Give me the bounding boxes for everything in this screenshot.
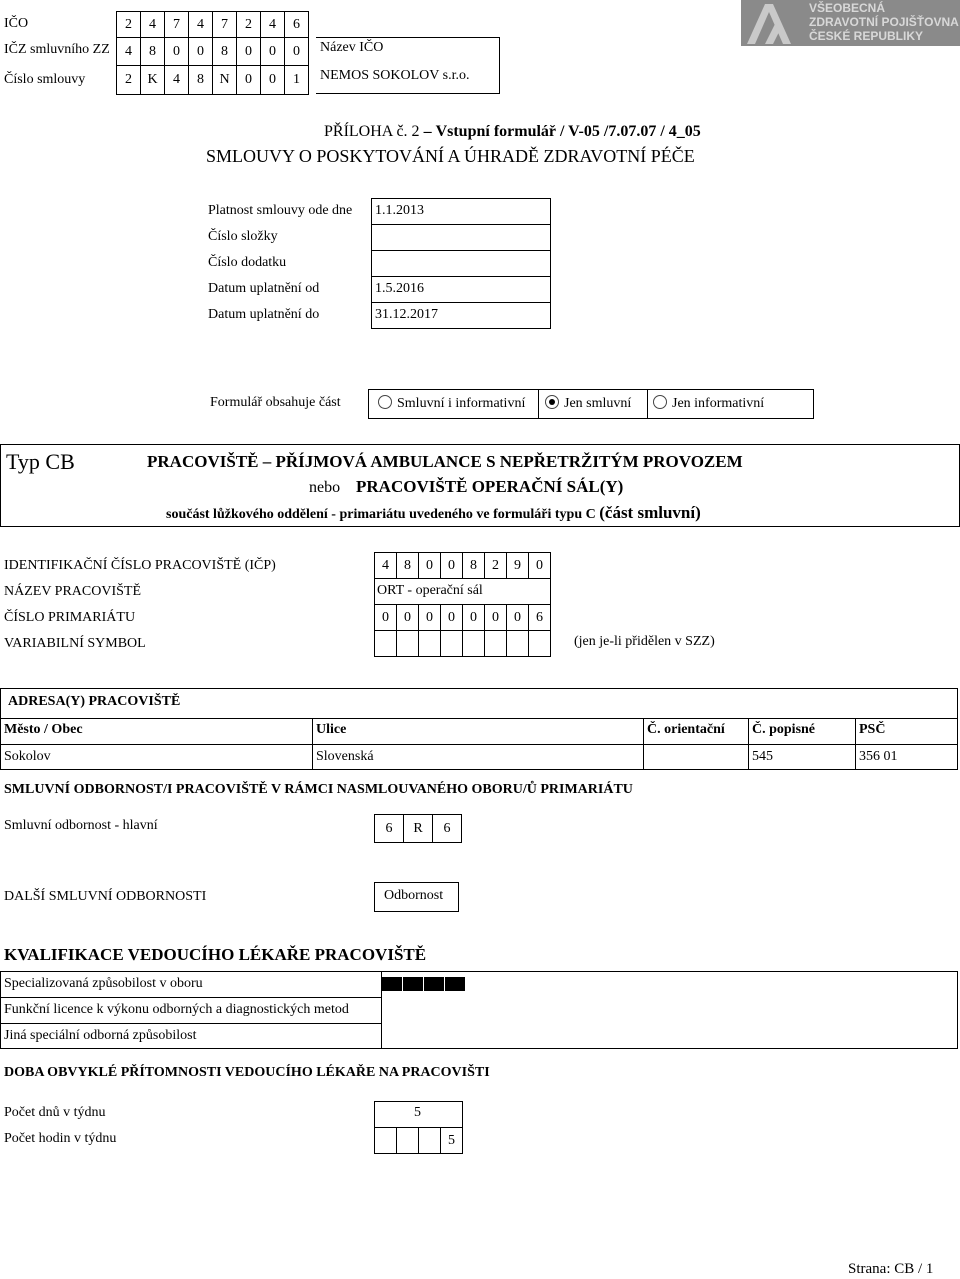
primariat-digit: 0 [418,604,441,631]
validity-value-field [371,198,551,225]
specialty-digit: 6 [374,814,404,843]
title-line-2: SMLOUVY O POSKYTOVÁNÍ A ÚHRADĚ ZDRAVOTNÍ PÉČE [206,146,695,166]
variable-symbol-note: (jen je-li přidělen v SZZ) [574,634,715,649]
address-heading: ADRESA(Y) PRACOVIŠTĚ [8,694,181,709]
contract-number-digit: 2 [116,65,141,95]
hours-digit [418,1127,441,1154]
specialty-main-label: Smluvní odbornost - hlavní [4,818,158,833]
icp-label: IDENTIFIKAČNÍ ČÍSLO PRACOVIŠTĚ (IČP) [4,558,276,573]
radio-selected-icon [545,395,559,409]
icp-digit: 4 [374,552,397,579]
qualification-row-2: Funkční licence k výkonu odborných a diagnostických metod [4,1002,349,1017]
qualification-row-1: Specializovaná způsobilost v oboru [4,976,203,991]
iczz-digit: 8 [212,37,237,66]
qualification-heading: KVALIFIKACE VEDOUCÍHO LÉKAŘE PRACOVIŠTĚ [4,945,427,964]
redaction-block [424,977,444,991]
validity-value: 31.12.2017 [375,307,438,322]
radio-icon [653,395,667,409]
form-parts-label: Formulář obsahuje část [210,395,341,410]
qualification-row-3: Jiná speciální odborná způsobilost [4,1028,197,1043]
address-column-header: Č. orientační [647,722,725,737]
radio-option-contractual[interactable]: Jen smluvní [545,395,631,412]
variable-symbol-digit [440,630,463,657]
address-column-header: Č. popisné [752,722,816,737]
contract-number-digit: 0 [260,65,285,95]
iczz-label: IČZ smluvního ZZ [4,42,110,57]
hours-digit [396,1127,419,1154]
vzp-logo-mark-icon [743,0,797,46]
validity-label: Číslo složky [208,229,278,244]
contract-number-digit: 1 [284,65,309,95]
iczz-digit: 0 [236,37,261,66]
validity-value: 1.1.2013 [375,203,424,218]
primariat-digit: 0 [484,604,507,631]
iczz-digit: 8 [140,37,165,66]
iczz-digit: 0 [188,37,213,66]
radio-option-informative[interactable]: Jen informativní [653,395,764,412]
specialty-digit: R [403,814,433,843]
other-specialties-label: DALŠÍ SMLUVNÍ ODBORNOSTI [4,889,207,904]
redaction-block [382,977,402,991]
address-cell: Sokolov [4,749,51,764]
icp-digit: 0 [440,552,463,579]
page-number: Strana: CB / 1 [848,1261,934,1277]
primariat-digit: 0 [374,604,397,631]
insurer-name-label: Název IČO [320,40,384,55]
address-cell: Slovenská [316,749,374,764]
title-line-1: PŘÍLOHA č. 2 – Vstupní formulář / V-05 /7.07.07 / 4_05 [324,123,701,140]
validity-label: Datum uplatnění do [208,307,320,322]
icp-digit: 0 [528,552,551,579]
vzp-logo [741,0,960,46]
address-cell: 356 01 [859,749,898,764]
specialty-digit: 6 [432,814,462,843]
ico-digit: 2 [236,11,261,38]
icp-digit: 8 [462,552,485,579]
iczz-digit: 0 [284,37,309,66]
contract-number-digit: 8 [188,65,213,95]
ico-digit: 4 [188,11,213,38]
contract-number-digit: N [212,65,237,95]
primariat-digit: 0 [396,604,419,631]
variable-symbol-digit [506,630,529,657]
ico-digit: 6 [284,11,309,38]
icp-digit: 9 [506,552,529,579]
vzp-logo-text: VŠEOBECNÁ ZDRAVOTNÍ POJIŠŤOVNA ČESKÉ REPUBLIKY [809,1,959,43]
variable-symbol-digit [396,630,419,657]
primariat-digit: 6 [528,604,551,631]
validity-value-field [371,224,551,251]
specialty-heading: SMLUVNÍ ODBORNOST/I PRACOVIŠTĚ V RÁMCI NASMLOUVANÉHO OBORU/Ů PRIMARIÁTU [4,782,633,797]
primariat-label: ČÍSLO PRIMARIÁTU [4,610,136,625]
radio-option-both[interactable]: Smluvní i informativní [378,395,525,412]
type-line-2: PRACOVIŠTĚ OPERAČNÍ SÁL(Y) [356,477,624,496]
validity-value-field [371,302,551,329]
validity-value-field [371,276,551,303]
validity-value-field [371,250,551,277]
ico-digit: 7 [164,11,189,38]
iczz-digit: 0 [164,37,189,66]
icp-digit: 2 [484,552,507,579]
days-per-week-label: Počet dnů v týdnu [4,1105,106,1120]
workplace-name-value: ORT - operační sál [377,583,483,598]
contract-number-digit: 0 [236,65,261,95]
icp-digit: 0 [418,552,441,579]
ico-digit: 4 [260,11,285,38]
contract-number-label: Číslo smlouvy [4,72,86,87]
iczz-digit: 0 [260,37,285,66]
days-per-week-value: 5 [414,1105,421,1120]
presence-heading: DOBA OBVYKLÉ PŘÍTOMNOSTI VEDOUCÍHO LÉKAŘE NA PRACOVIŠTI [4,1065,490,1080]
ico-digit: 7 [212,11,237,38]
primariat-digit: 0 [440,604,463,631]
insurer-name-value: NEMOS SOKOLOV s.r.o. [320,68,470,83]
primariat-digit: 0 [462,604,485,631]
variable-symbol-digit [462,630,485,657]
variable-symbol-digit [374,630,397,657]
address-cell: 545 [752,749,773,764]
contract-number-digit: 4 [164,65,189,95]
hours-per-week-label: Počet hodin v týdnu [4,1131,117,1146]
address-column-header: Město / Obec [4,722,83,737]
ico-digit: 4 [140,11,165,38]
workplace-name-label: NÁZEV PRACOVIŠTĚ [4,584,142,599]
address-column-header: Ulice [316,722,347,737]
variable-symbol-digit [484,630,507,657]
type-line-3: součást lůžkového oddělení - primariátu uvedeného ve formuláři typu C (část smluvní) [166,503,701,522]
other-specialties-header: Odbornost [384,888,444,903]
variable-symbol-label: VARIABILNÍ SYMBOL [4,636,146,651]
address-column-header: PSČ [859,722,886,737]
validity-label: Datum uplatnění od [208,281,320,296]
redaction-block [403,977,423,991]
ico-digit: 2 [116,11,141,38]
ico-label: IČO [4,16,29,31]
type-nebo: nebo [309,479,341,496]
contract-number-digit: K [140,65,165,95]
hours-digit [374,1127,397,1154]
type-line-1: PRACOVIŠTĚ – PŘÍJMOVÁ AMBULANCE S NEPŘETRŽITÝM PROVOZEM [147,452,743,471]
variable-symbol-digit [418,630,441,657]
iczz-digit: 4 [116,37,141,66]
variable-symbol-digit [528,630,551,657]
validity-value: 1.5.2016 [375,281,424,296]
icp-digit: 8 [396,552,419,579]
redaction-block [445,977,465,991]
type-label: Typ CB [6,449,75,474]
primariat-digit: 0 [506,604,529,631]
validity-label: Číslo dodatku [208,255,287,270]
radio-icon [378,395,392,409]
hours-digit: 5 [440,1127,463,1154]
validity-label: Platnost smlouvy ode dne [208,203,353,218]
